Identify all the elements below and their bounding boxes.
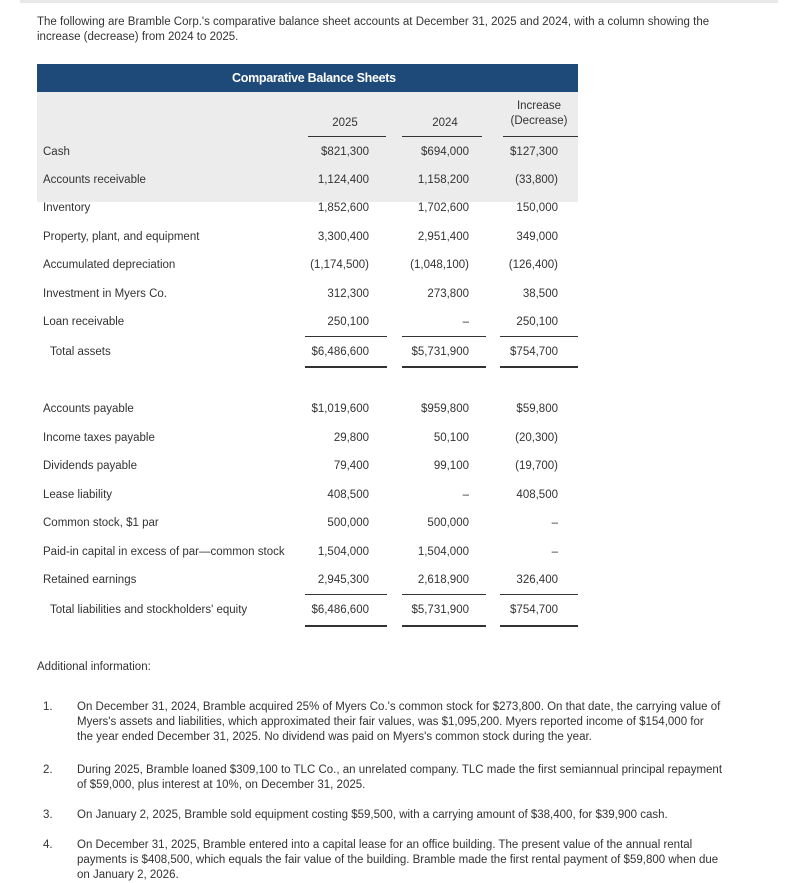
table-row (37, 174, 578, 194)
value-change: 326,400 (516, 574, 558, 586)
table-row (37, 202, 578, 222)
value-change: 38,500 (522, 288, 558, 300)
subtotal-underline (305, 594, 387, 595)
row-label: Lease liability (43, 489, 113, 501)
value-2024: 50,100 (433, 432, 469, 444)
note-number: 1. (43, 701, 53, 713)
value-2025: $821,300 (321, 146, 369, 158)
value-2025: 2,945,300 (317, 574, 369, 586)
note-text: On December 31, 2025, Bramble entered into a capital lease for an office building. The present value of the annual rental payments is $408,500, which equals the fair value of the building. Bramble made the first rental payment of $59,800 when due on January 2, 2026. (77, 839, 719, 881)
value-2024: 99,100 (433, 460, 469, 472)
table-row (37, 460, 578, 480)
total-double-underline (305, 625, 387, 627)
row-label: Total liabilities and stockholders' equity (50, 604, 248, 616)
col-header-underline (308, 136, 386, 137)
subtotal-underline (402, 336, 486, 337)
table-row (37, 604, 578, 624)
intro-paragraph: The following are Bramble Corp.'s comparative balance sheet accounts at December 31, 2025 and 2024, with a column showing the increase (decrease) from 2024 to 2025. (37, 16, 710, 43)
row-label: Retained earnings (43, 574, 137, 586)
value-change: (126,400) (508, 259, 558, 271)
table-row (37, 316, 578, 336)
value-2025: 1,124,400 (317, 174, 369, 186)
value-2024: $959,800 (421, 403, 469, 415)
table-row (37, 489, 578, 509)
table-row (37, 403, 578, 423)
row-label: Total assets (50, 346, 111, 358)
note-number: 4. (43, 839, 53, 851)
value-2024: 1,158,200 (417, 174, 469, 186)
table-row (37, 231, 578, 251)
value-2024: – (462, 489, 469, 501)
row-label: Cash (43, 146, 70, 158)
table-row (37, 546, 578, 566)
row-label: Accumulated depreciation (43, 259, 176, 271)
top-divider (20, 0, 778, 3)
note-text: On January 2, 2025, Bramble sold equipment costing $59,500, with a carrying amount of $38,400, for $39,900 cash. (77, 809, 668, 821)
value-2024: $5,731,900 (411, 604, 469, 616)
value-2025: $6,486,600 (311, 604, 369, 616)
value-change: – (551, 517, 558, 529)
value-change: 408,500 (516, 489, 558, 501)
table-row (37, 288, 578, 308)
row-label: Income taxes payable (43, 432, 155, 444)
note-number: 3. (43, 809, 53, 821)
row-label: Loan receivable (43, 316, 125, 328)
value-2025: 500,000 (327, 517, 369, 529)
value-change: $754,700 (510, 346, 558, 358)
subtotal-underline (500, 336, 578, 337)
row-label: Paid-in capital in excess of par—common stock (43, 546, 285, 558)
value-2025: 408,500 (327, 489, 369, 501)
value-change: (20,300) (515, 432, 558, 444)
value-2024: 1,504,000 (417, 546, 469, 558)
table-row (37, 517, 578, 537)
table-row (37, 574, 578, 594)
table-row (37, 346, 578, 366)
value-change: (33,800) (515, 174, 558, 186)
value-2025: 29,800 (333, 432, 369, 444)
value-change: $59,800 (516, 403, 558, 415)
value-2025: 3,300,400 (317, 231, 369, 243)
value-2025: (1,174,500) (310, 259, 369, 271)
note-text: On December 31, 2024, Bramble acquired 25% of Myers Co.'s common stock for $273,800. On that date, the carrying value of Myers's assets and liabilities, which approximated their fair values, was $1,095,200. Myers reported income of $154,000 for the year ended December 31, 2025. No dividend was paid on Myers's common stock during the year. (77, 701, 721, 743)
col-header-change: Increase (Decrease) (510, 100, 568, 127)
value-2024: – (462, 316, 469, 328)
col-header-underline (503, 136, 578, 137)
value-2024: 1,702,600 (417, 202, 469, 214)
value-2025: 1,504,000 (317, 546, 369, 558)
value-2024: 273,800 (427, 288, 469, 300)
value-change: 250,100 (516, 316, 558, 328)
col-header-underline (402, 136, 482, 137)
value-2024: 2,951,400 (417, 231, 469, 243)
row-label: Common stock, $1 par (43, 517, 159, 529)
value-change: $127,300 (510, 146, 558, 158)
table-row (37, 146, 578, 166)
value-2025: 79,400 (333, 460, 369, 472)
subtotal-underline (500, 594, 578, 595)
value-change: 150,000 (516, 202, 558, 214)
value-2025: 1,852,600 (317, 202, 369, 214)
value-2024: 500,000 (427, 517, 469, 529)
total-double-underline (402, 625, 486, 627)
row-label: Accounts receivable (43, 174, 146, 186)
col-header-2025: 2025 (332, 117, 358, 129)
total-double-underline (500, 366, 578, 368)
row-label: Accounts payable (43, 403, 134, 415)
total-double-underline (500, 625, 578, 627)
value-2024: $5,731,900 (411, 346, 469, 358)
balance-sheet-table (37, 64, 578, 624)
value-2025: $6,486,600 (311, 346, 369, 358)
note-number: 2. (43, 764, 53, 776)
value-change: 349,000 (516, 231, 558, 243)
value-change: $754,700 (510, 604, 558, 616)
note-text: During 2025, Bramble loaned $309,100 to TLC Co., an unrelated company. TLC made the first semiannual principal repayment of $59,000, plus interest at 10%, on December 31, 2025. (77, 764, 723, 791)
row-label: Property, plant, and equipment (43, 231, 200, 243)
value-2024: (1,048,100) (410, 259, 469, 271)
row-label: Dividends payable (43, 460, 137, 472)
row-label: Investment in Myers Co. (43, 288, 167, 300)
total-double-underline (402, 366, 486, 368)
col-header-2024: 2024 (432, 117, 458, 129)
total-double-underline (305, 366, 387, 368)
row-label: Inventory (43, 202, 91, 214)
value-2025: $1,019,600 (311, 403, 369, 415)
value-change: (19,700) (515, 460, 558, 472)
value-2025: 312,300 (327, 288, 369, 300)
table-row (37, 432, 578, 452)
value-2024: 2,618,900 (417, 574, 469, 586)
subtotal-underline (402, 594, 486, 595)
subtotal-underline (305, 336, 387, 337)
value-2025: 250,100 (327, 316, 369, 328)
additional-info-heading: Additional information: (37, 661, 151, 673)
table-title: Comparative Balance Sheets (37, 64, 578, 92)
value-change: – (551, 546, 558, 558)
table-row (37, 259, 578, 279)
value-2024: $694,000 (421, 146, 469, 158)
